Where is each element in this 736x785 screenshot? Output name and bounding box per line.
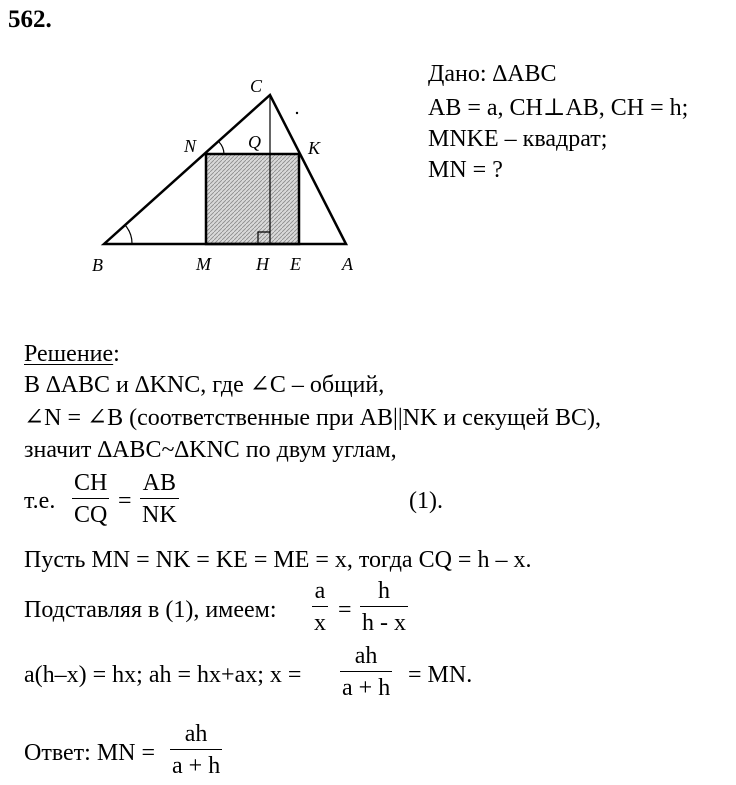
given-line-2: AB = a, CH⊥AB, CH = h; — [428, 95, 689, 121]
fraction-denominator: a + h — [172, 753, 221, 779]
fraction-denominator: NK — [142, 502, 177, 528]
fraction-bar — [340, 671, 392, 672]
fraction-numerator: ah — [184, 721, 208, 747]
fraction-h-hx — [360, 578, 408, 636]
given-line-1: Дано: ∆ABC — [428, 61, 557, 87]
fraction-bar — [312, 606, 328, 607]
fraction-bar — [170, 749, 222, 750]
fraction-ch-cq — [72, 470, 109, 528]
solution-line-3: значит ∆ABC~∆KNC по двум углам, — [24, 437, 397, 463]
solution-line-6-prefix: Подставляя в (1), имеем: — [24, 597, 277, 623]
fraction-denominator: x — [314, 610, 326, 636]
solution-line-1: В ∆ABC и ∆KNC, где ∠C – общий, — [24, 372, 385, 398]
label-m: M — [196, 254, 211, 274]
label-b: B — [92, 255, 103, 275]
fraction-bar — [140, 498, 179, 499]
given-line-3: MNKE – квадрат; — [428, 126, 608, 152]
fraction-numerator: h — [378, 578, 390, 604]
given-line-4: MN = ? — [428, 157, 503, 183]
equals-sign: = — [118, 488, 132, 514]
solution-line-5: Пусть MN = NK = KE = ME = x, тогда CQ = h – x. — [24, 547, 532, 573]
solution-heading — [24, 340, 120, 368]
fraction-a-x — [312, 578, 328, 636]
angle-b-arc — [125, 225, 132, 244]
label-h: H — [256, 254, 269, 274]
solution-line-4-prefix: т.е. — [24, 488, 56, 514]
square-mnke — [206, 154, 299, 244]
fraction-numerator: ah — [354, 643, 378, 669]
solution-heading-text: Решение — [24, 341, 114, 367]
label-c: C — [250, 76, 263, 96]
solution-line-2: ∠N = ∠B (соответственные при AB||NK и секущей BC), — [24, 405, 602, 431]
fraction-bar — [72, 498, 109, 499]
fraction-numerator: AB — [142, 470, 176, 496]
problem-number: 562. — [8, 6, 52, 33]
label-q: Q — [248, 132, 261, 152]
fraction-numerator: CH — [74, 470, 108, 496]
triangle-figure — [66, 68, 366, 283]
equation-ref-1: (1). — [409, 488, 443, 514]
solution-heading-colon: : — [113, 341, 120, 367]
fraction-bar — [360, 606, 408, 607]
label-k: K — [308, 138, 321, 158]
label-a: A — [342, 254, 353, 274]
fraction-numerator: a — [314, 578, 326, 604]
fraction-ab-nk — [140, 470, 179, 528]
label-n: N — [184, 136, 197, 156]
answer-fraction — [170, 721, 222, 779]
solution-line-7-suffix: = MN. — [408, 662, 473, 688]
angle-n-arc — [219, 142, 224, 154]
label-e: E — [290, 254, 301, 274]
fraction-denominator: CQ — [74, 502, 108, 528]
dot-mark — [296, 112, 298, 114]
fraction-denominator: h - x — [362, 610, 406, 636]
fraction-denominator: a + h — [342, 675, 391, 701]
answer-prefix: Ответ: MN = — [24, 740, 156, 766]
fraction-ah-a-plus-h — [340, 643, 392, 701]
equals-sign: = — [338, 597, 352, 623]
solution-line-7-prefix: a(h–x) = hx; ah = hx+ax; x = — [24, 662, 302, 688]
